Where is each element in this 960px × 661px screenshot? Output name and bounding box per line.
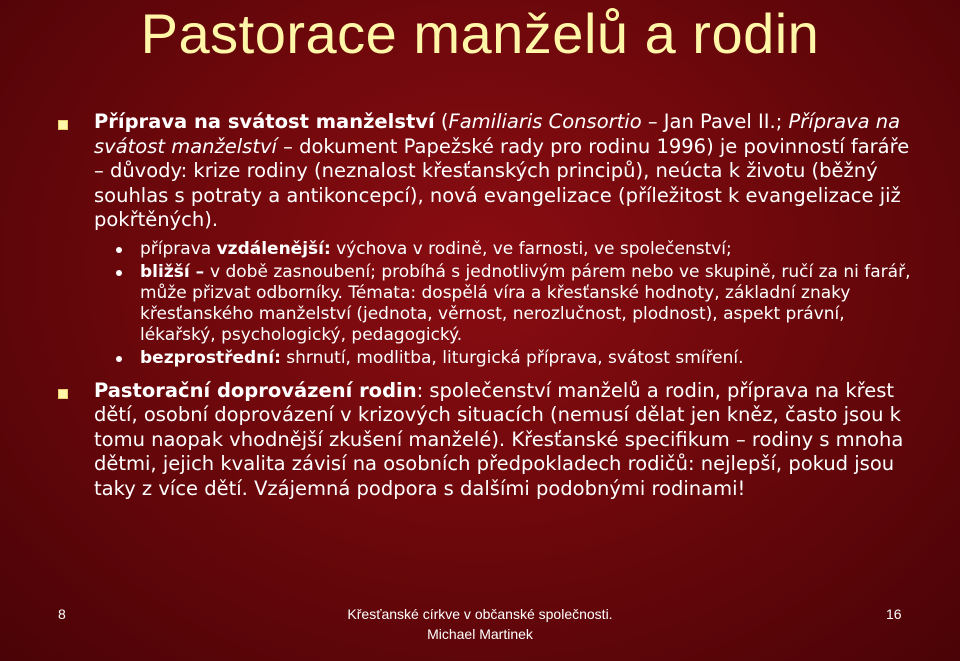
dot-bullet-icon [116,270,122,276]
sub-bullet-list [102,239,918,369]
footer-center [0,604,960,644]
sub-item-text: v době zasnoubení; probíhá s jednotlivým párem nebo ve skupině, ručí za ni farář, může přizvat odborníky. Témata: dospělá víra a křesťanské hodnoty, základní znaky křesťanského manželství (jednota, věrnost, nerozlučnost, plodnost), aspekt právní, lékařský, psychologický, pedagogický. [140,261,911,345]
square-bullet-icon [58,120,68,130]
sub-item-bold: bližší – [140,261,211,282]
item1-italic-2: Příprava na svátost manželství [94,110,901,158]
sub-item-remote [112,239,918,260]
item1-text-1: ( [434,110,449,133]
bullet-item-pastoral-accompaniment [58,379,918,502]
bullet-item-preparation [58,110,918,233]
footer-course-title: Křesťanské církve v občanské společnosti. [347,606,613,622]
item1-text-3: – dokument Papežské rady pro rodinu 1996) je povinností faráře – důvody: krize rodiny (neznalost křesťanských principů), neúcta k životu (běžný souhlas s potraty a antikoncepcí), nová evangelizace (příležitost k evangelizace již pokřtěných). [94,134,910,231]
item1-italic-1: Familiaris Consortio [448,110,642,133]
slide-content [58,110,918,507]
sub-item-pre: příprava [140,238,217,259]
footer-author: Michael Martinek [427,626,533,642]
sub-item-immediate [112,348,918,369]
footer-page-number: 16 [886,606,902,622]
sub-item-text: výchova v rodině, ve farnosti, ve společenství; [330,238,732,259]
item2-bold: Pastorační doprovázení rodin [94,378,417,402]
dot-bullet-icon [116,247,122,253]
item1-bold: Příprava na svátost manželství [94,110,435,133]
item2-text: : společenství manželů a rodin, příprava na křest dětí, osobní doprovázení v krizových situacích (nemusí dělat jen kněz, často jsou k tomu naopak vhodnější zkušení manželé). Křesťanské specifikum – rodiny s mnoha dětmi, jejich kvalita závisí na osobních předpokladech rodičů: nejlepší, pokud jsou taky z více dětí. Vzájemná podpora s dalšími podobnými rodinami! [94,378,904,500]
footer-slide-number: 8 [58,606,66,622]
sub-item-bold: bezprostřední: [140,347,281,368]
sub-item-bold: vzdálenější: [216,238,331,259]
dot-bullet-icon [116,356,122,362]
square-bullet-icon [58,389,68,399]
item1-text-2: – Jan Pavel II.; [641,110,789,133]
sub-item-text: shrnutí, modlitba, liturgická příprava, svátost smíření. [280,347,744,368]
slide-title: Pastorace manželů a rodin [140,2,820,65]
sub-item-closer [112,262,918,346]
